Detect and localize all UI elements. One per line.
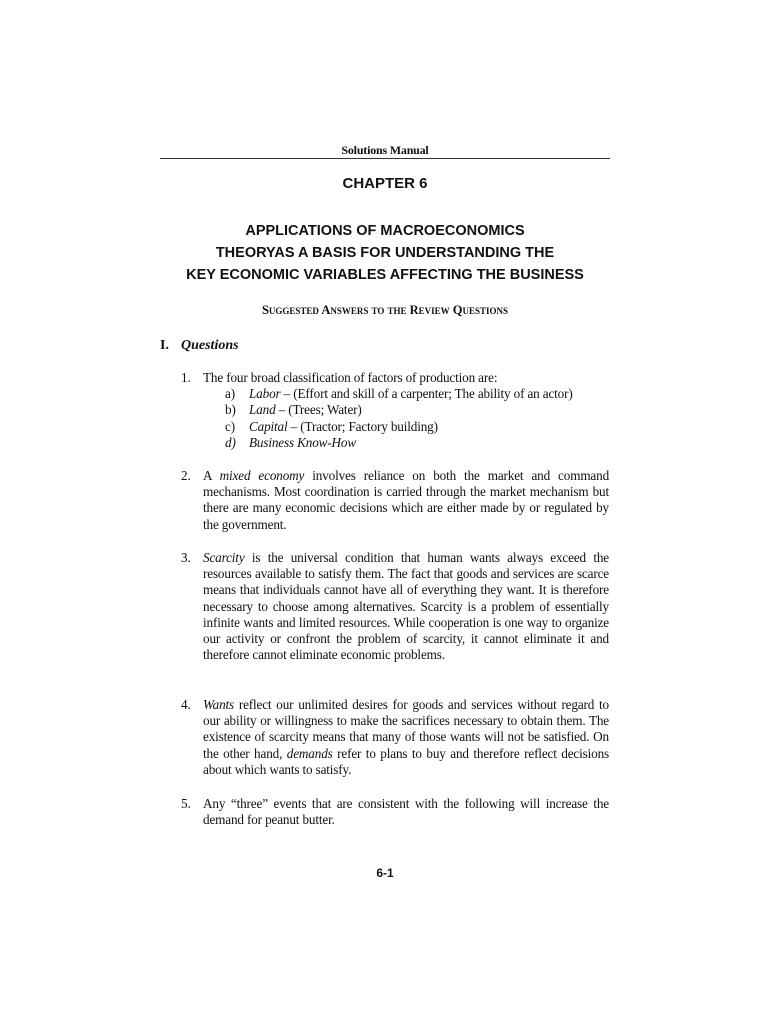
question-body <box>203 550 609 663</box>
chapter-title-line-3: KEY ECONOMIC VARIABLES AFFECTING THE BUSINESS <box>186 267 584 283</box>
list-desc: – (Effort and skill of a carpenter; The ability of an actor) <box>280 386 573 402</box>
list-letter: a) <box>225 386 235 402</box>
section-label: Questions <box>181 338 239 353</box>
question-body <box>203 697 609 778</box>
list-item <box>225 402 609 418</box>
question-1 <box>181 370 609 451</box>
question-body <box>203 370 609 451</box>
question-text: is the universal condition that human wants always exceed the resources available to satisfy them. The fact that goods and services are scarce means that individuals cannot have all of everything they want. It is therefore necessary to choose among alternatives. Scarcity is a problem of essentially infinite wants and limited resources. While cooperation is one way to organize our activity or confront the problem of scarcity, it cannot eliminate it and therefore cannot eliminate economic problems. <box>203 550 609 663</box>
question-3 <box>181 550 609 663</box>
question-number: 1. <box>181 370 191 385</box>
question-number: 2. <box>181 468 191 483</box>
question-text-pre: A <box>203 468 220 483</box>
question-5 <box>181 796 609 828</box>
header-rule <box>160 158 610 159</box>
chapter-heading: CHAPTER 6 <box>342 175 428 192</box>
list-term: Business Know-How <box>249 434 356 450</box>
page-number: 6-1 <box>376 866 394 880</box>
question-number: 5. <box>181 796 191 811</box>
question-term: Scarcity <box>203 550 245 565</box>
question-text-end: refer to plans to buy and therefore reflect decisions about which wants to satisfy. <box>203 745 609 777</box>
list-item <box>225 419 609 435</box>
question-2 <box>181 468 609 533</box>
list-term: Labor <box>249 386 281 402</box>
list-desc: – (Tractor; Factory building) <box>287 418 438 434</box>
section-number: I. <box>160 338 169 353</box>
list-letter: b) <box>225 402 236 418</box>
question-number: 4. <box>181 697 191 712</box>
list-term: Land <box>249 402 276 418</box>
section-heading <box>160 338 239 354</box>
chapter-title-line-1: APPLICATIONS OF MACROECONOMICS <box>245 223 525 239</box>
question-body <box>203 468 609 533</box>
list-letter: c) <box>225 418 235 434</box>
chapter-title <box>130 220 640 286</box>
question-text: Any “three” events that are consistent with the following will increase the demand for peanut butter. <box>203 796 609 828</box>
list-item <box>225 386 609 402</box>
question-text: The four broad classification of factors of production are: <box>203 370 498 385</box>
question-4 <box>181 697 609 778</box>
list-desc: – (Trees; Water) <box>275 402 362 418</box>
running-head: Solutions Manual <box>341 143 429 157</box>
question-text: involves reliance on both the market and command mechanisms. Most coordination is carried through the market mechanism but there are many economic decisions which are either made by or regulated by the government. <box>203 468 610 532</box>
list-letter: d) <box>225 434 236 450</box>
question-number: 3. <box>181 550 191 565</box>
list-term: Capital <box>249 418 288 434</box>
list-item <box>225 435 609 451</box>
section-subtitle: Suggested Answers to the Review Questions <box>261 303 509 317</box>
question-text: reflect our unlimited desires for goods and services without regard to our ability or willingness to make the sacrifices necessary to obtain them. The existence of scarcity means that many of those wants will not be satisfied. On the other hand, <box>203 697 609 761</box>
chapter-title-line-2: THEORYAS A BASIS FOR UNDERSTANDING THE <box>215 245 555 261</box>
question-term-2: demands <box>286 745 333 761</box>
question-term: mixed economy <box>219 468 305 483</box>
question-term: Wants <box>203 697 235 712</box>
